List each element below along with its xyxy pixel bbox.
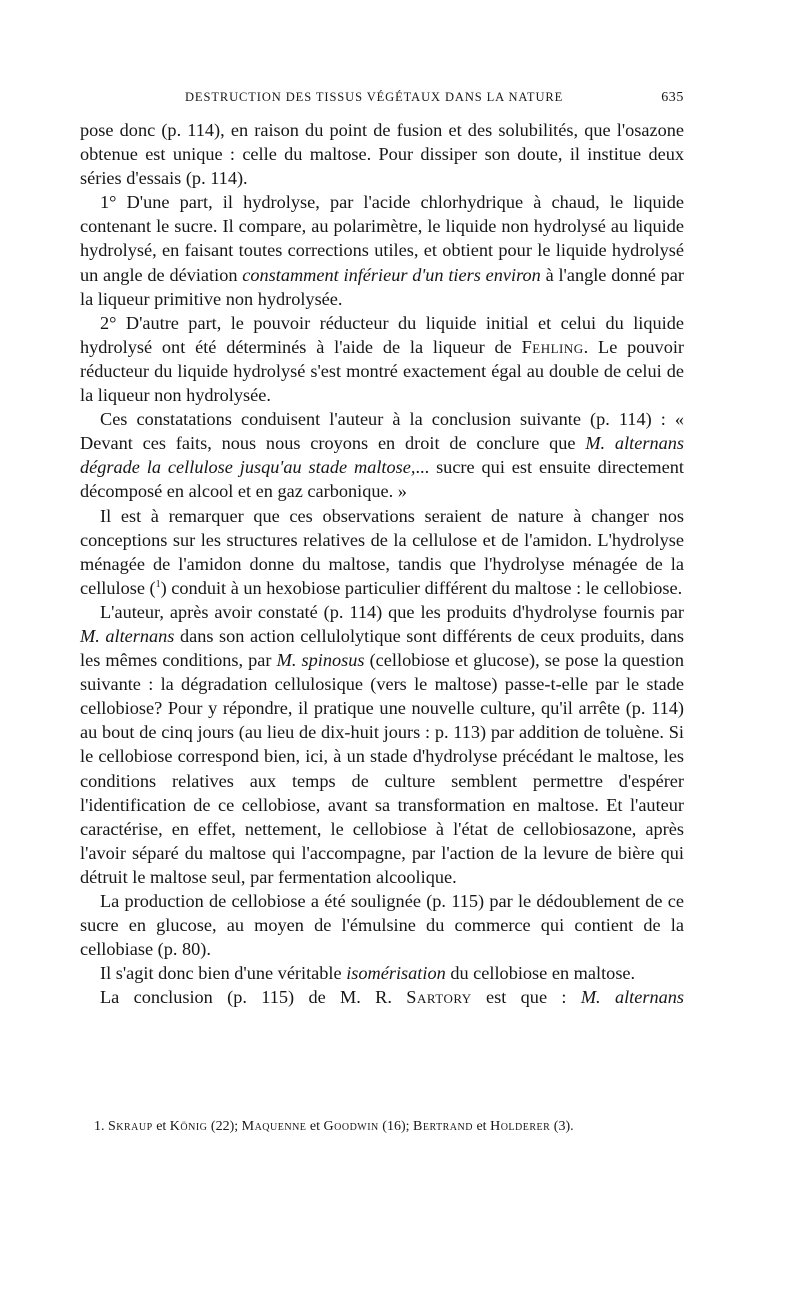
- footnote-author: Skraup: [108, 1119, 153, 1134]
- footnote-author: Goodwin: [323, 1119, 379, 1134]
- species-name: M. spinosus: [276, 650, 365, 671]
- emphasis: constamment inférieur d'un tiers environ: [242, 264, 541, 285]
- species-name: M. alternans: [80, 625, 175, 646]
- paragraph: pose donc (p. 114), en raison du point de fusion et des solubilités, que l'osazone obtenue est unique : celle du maltose. Pour dissiper son doute, il institue deux séries d'essais (p. 114).: [80, 120, 684, 189]
- footnote-author: König: [169, 1119, 208, 1134]
- footnote-marker: 1: [155, 578, 161, 590]
- body-text: [80, 118, 684, 1009]
- emphasis: isomérisation: [346, 963, 446, 984]
- author-name: Fehling: [521, 336, 584, 357]
- page-number: 635: [661, 90, 684, 105]
- running-title: DESTRUCTION DES TISSUS VÉGÉTAUX DANS LA NATURE: [185, 90, 564, 104]
- species-name: M. alternans: [580, 987, 685, 1008]
- paragraph: 1° D'une part, il hydrolyse, par l'acide chlorhydrique à chaud, le liquide contenant le sucre. Il compare, au polarimètre, le liquide non hydrolysé au liquide hydrolysé, en faisant toutes corrections utiles, et obtient pour le liquide hydrolysé un angle de déviation constamment inférieur d'un tiers environ à l'angle donné par la liqueur primitive non hydrolysée.: [80, 192, 684, 309]
- footnote-author: Maquenne: [241, 1119, 307, 1134]
- footnote: 1. Skraup et König (22); Maquenne et Goodwin (16); Bertrand et Holderer (3).: [94, 1119, 574, 1134]
- author-name: Sartory: [406, 987, 472, 1008]
- paragraph: La conclusion (p. 115) de M. R. Sartory est que : M. alternans: [100, 987, 685, 1008]
- emphasis: M. alternans dégrade la cellulose jusqu'au stade maltose,: [80, 433, 684, 478]
- footnote-author: Bertrand: [413, 1119, 473, 1134]
- page-header: [80, 90, 684, 110]
- paragraph: Ces constatations conduisent l'auteur à la conclusion suivante (p. 114) : « Devant ces faits, nous nous croyons en droit de conclure que M. alternans dégrade la cellulose jusqu'au stade maltose,... sucre qui est ensuite directement décomposé en alcool et en gaz carbonique. »: [80, 409, 684, 502]
- paragraph: La production de cellobiose a été soulignée (p. 115) par le dédoublement de ce sucre en glucose, au moyen de l'émulsine du commerce qui contient de la cellobiase (p. 80).: [80, 891, 684, 960]
- paragraph: Il est à remarquer que ces observations seraient de nature à changer nos conceptions sur les structures relatives de la cellulose et de l'amidon. L'hydrolyse ménagée de l'amidon donne du maltose, tandis que l'hydrolyse ménagée de la cellulose ($^1$) conduit à un hexobiose particulier différent du maltose : le cellobiose.: [80, 505, 684, 598]
- footnote-author: Holderer: [490, 1119, 551, 1134]
- paragraph: L'auteur, après avoir constaté (p. 114) que les produits d'hydrolyse fournis par M. alternans dans son action cellulolytique sont différents de ceux produits, dans les mêmes conditions, par M. spinosus (cellobiose et glucose), se pose la question suivante : la dégradation cellulosique (vers le maltose) passe-t-elle par le stade cellobiose? Pour y répondre, il pratique une nouvelle culture, qu'il arrête (p. 114) au bout de cinq jours (au lieu de dix-huit jours : p. 113) par addition de toluène. Si le cellobiose correspond bien, ici, à un stade d'hydrolyse précédant le maltose, les conditions relatives aux temps de culture semblent permettre d'espérer l'identification de ce cellobiose, avant sa transformation en maltose. Et l'auteur caractérise, en effet, nettement, le cellobiose à l'état de cellobiosazone, après l'avoir séparé du maltose qui l'accompagne, par l'action de la levure de bière qui détruit le maltose seul, par fermentation alcoolique.: [80, 601, 684, 887]
- paragraph: Il s'agit donc bien d'une véritable isomérisation du cellobiose en maltose.: [100, 963, 636, 984]
- paragraph: 2° D'autre part, le pouvoir réducteur du liquide initial et celui du liquide hydrolysé ont été déterminés à l'aide de la liqueur de Fehling. Le pouvoir réducteur du liquide hydrolysé s'est montré exactement égal au double de celui de la liqueur non hydrolysée.: [80, 312, 685, 406]
